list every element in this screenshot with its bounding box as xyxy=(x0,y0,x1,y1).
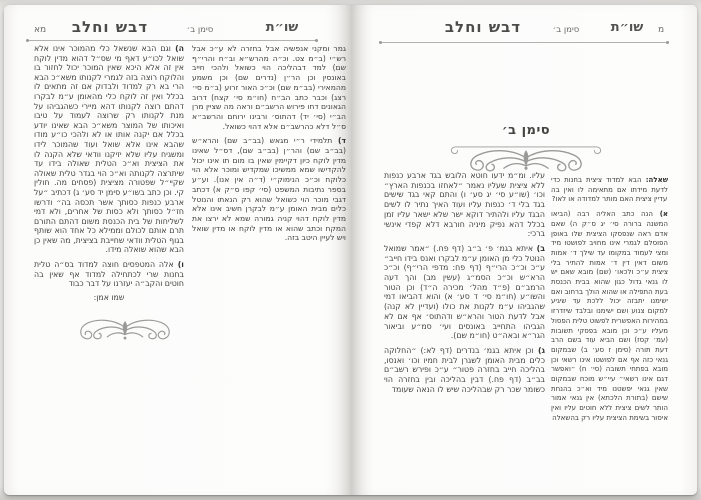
paragraph: עליו. ומ״מ ידעו חוטא הלובש בגד ארבע כנפות ללא ציצית שעליו נאמר ״לאחזו בכנפות הארץ״ וכו׳ (שו״ע סי׳ יג סע׳ ו) והתם קאי בגד שישים בגד בלי ד׳ כנפות עליו ועוד האיך נתיר לו לשים הבגד עליו ולהתיר דוקא ישר שלא ישאר עליו זמן בכלל דהא נפיק מיניה חורבא דלא קפדי אינשי ברכי: xyxy=(384,171,545,239)
paragraph: ב) איתא בגמ׳ פ׳ ב״ב (דף פח.) ״אמר שמואל הנוטל כלי מן האומן ע״מ לבקרו ואנס בידו חייב״ ע״כ וכ״כ הרי״ף (דף פח: מדפי הרי״ף) וכ״כ הרא״ש וכ״כ הסמ״ג (עשין מב) והך דעה הרמב״ם (פ״ד מהל׳ מכירה ה״ד) וכן הטור והשו״ע (חו״מ סי׳ ד סע׳ א) והוא דהביאו דמי שהגביהו ע״מ לקנות את כולו (ועדיין לא קנה) אבל לדעת הטור והרא״ש ודהתוס׳ אף אם לא הגביהו התחייב באונסים ועי׳ סמ״ע וביאור הגר״א ובאה״ט (חו״מ שם). xyxy=(384,243,545,341)
book-title: דבש וחלב xyxy=(444,18,522,36)
siman-label: סימן ב׳ xyxy=(186,25,214,35)
rule-line xyxy=(382,42,666,43)
paragraph: ג) וכן איתא בגמ׳ בנדרים (דף לא:) ״החלוקה כלים מבית האומן לשגרן לבית חמיו וכו׳ ואנסו, בהליכה חייב בחזרה פטור״ ע״כ ופירש רשב״ם בב״ב (דף פח.) דבין בהליכה ובין בחזרה הוי כשומר שכר רק שבהליכה שיש לו הנאה שעומד xyxy=(384,345,545,394)
book-title: דבש וחלב xyxy=(71,18,149,36)
page-number: מא xyxy=(34,25,47,35)
paragraph: שאלה: הבא למדוד ציצית בחנות כדי לדעת מידתו אם מתאימה לו ואין בה עדיין ציצית האם מותר למדודה או לאו? xyxy=(551,176,669,204)
end-of-siman-flourish-ornament xyxy=(66,310,184,352)
column-paragraphs xyxy=(34,44,184,289)
column-paragraphs xyxy=(551,176,668,424)
paragraph: ה) וגם הבא שנשאל כלי מהמוכר אינו אלא שואל לכו״ע דאף מי שס״ל דהוא מדין לוקח אין זה אלא היכא שאין המוכר יכול לחזור בו והלוקח רוצה בזה לגמרי לקנותו משא״כ הבא הרי בא רק למדוד ולבדוק אם זה מתאים לו בכלל ואין זה לוקח כלי מהאומן ע״מ לבקרו דהתם רוצה לקנותו דהא מיירי כשהגביהו על מנת לקנותו רק שרוצה לעמוד על טיבו ואיכותו של המוצר משא״כ הבא שאינו יודע בכלל אם יקנה אותו או לא ולהכי כו״ע מודו שהבא אינו אלא שואל ועוד שהמוכר לידו ומשגיח עליו שלא יזיקנו וודאי שלא הקנה לו את הציצית וא״כ הטלית שאולה בידו עד שיתרצה לקנותה וא״כ הוי בגדר טלית שאולה שקיי״ל שפטורה מציצית (פסחים מה. חולין קי. וכן כתב בשו״ע סימן יד סע׳ ג) דכתיב ״על ארבע כנפות כסותך אשר תכסה בה״ ודרשו חז״ל כסותך ולא כסות של אחרים, ולא דמי לשליחות של בית הכנסת משום דהתם התורם תרם אותם לכולם וממילא כל אחד הוא שותף בגוף הטלית וודאי שחייבת בציצית, מה שאין כן הבא שהוא שואלה מידו. xyxy=(34,44,185,255)
column-paragraphs xyxy=(384,171,545,394)
header-rule xyxy=(26,39,318,42)
series-title: שו״ת xyxy=(265,20,299,35)
book-spread xyxy=(4,5,697,495)
paragraph: ו) אלה המטפסים חוצה למדוד בס״ה טלית בחנות שרי לכתחילה למדוד אף שאין בה חוטים והקב״ה יעזרנו על דבר כבוד xyxy=(34,260,184,289)
header-rule xyxy=(379,41,669,44)
series-title: שו״ת xyxy=(610,20,644,35)
closing-line: שמו אמן: xyxy=(93,292,125,302)
text-column-outer xyxy=(34,44,184,302)
paragraph: א) הנה כתב האליה רבה (הביאו המשנה ברורה סי׳ יג ס״ק ה) שאם אדם ראה שנפסקו הציצית שלו באופן הפוסלם לגמרי אינו מחויב לפושטו מיד ומצי לעמוד במקומו עד שילך ד׳ אמות משום דאין דין ד׳ אמות להתיר בלי ציצית ע״כ ולכאו׳ (שם) מובא שאם יש לו גנאי גדול כגון שהוא בבית הכנסת בעת התפילה או שהוא הולך ברחוב ואם ישימנו יתבזה יכול ללכת עד שיגיע למקום צנוע ושם ישימנו ובלבד שיזדרזו במהירות האפשרית לפשוט טלית הפסול מעליו ע״כ וכן מובא בפסקי תשובות (עמ׳ קסז) ושם הביא עוד בשם הרב דעת תורה (סימן ז סע׳ ב) שבמקום גנאי כזה אף אם לפושטו אינו רשאי וכן מובא בפתחי תשובה (סי׳ ח) ״ואפשר דגם אינו רשאי״ עיי״ש מוכח שבמקום שאין גנאי יפשטנו מיד וא״כ בהנחת שישם (בתורת הלכתא) אין גנאי אמור הותר לשים ציצית ללא חוטים עליו ואין איסור בשימת הציצית עליו רק בהשאלה xyxy=(551,210,668,422)
paragraph: ד) תלמידי ר״י מגאש (בב״ב שם) והרא״ש (בב״ב שם) והר״ן (בב״ב שם), דס״ל שאינו מדין לוקח כיון דקיימין שאין בו מום תו אינו יכול להקדישו שמא ממשיכו שמקדיש ומוכר אלא הוי כלוקח וכ״כ הנימוק״י (ד״ה אין אנו). וע״ע בספר נתיבות המשפט (סי׳ קפו ס״ק א) דכתב דגבי מוכר הוי כשואל שהוא רק הנאתו והנוטל כלים מבית האומן ע״מ לבקרן חשיב אינו אלא מדין לוקח דהוי קניה גמורה שמא לא ירצו את המקח וכתב שהוא או מדין לוקח או מדין שואל ויש לעיין היטב בזה. xyxy=(192,136,346,243)
right-page[interactable] xyxy=(351,5,697,495)
rule-end-dot xyxy=(315,39,318,42)
siman-label: סימן ב׳ xyxy=(552,25,580,35)
paragraph: גמר ומקני אנפשיה אבל בחזרה לא ע״כ אבל רש״י (ב״מ צט. וכ״ה מהרש״א וב״ח והרי״ף שם) למד דבהליכה הוי כשואל ולהכי חייב באונסין וכן הר״ן (נדרים שם) וכן משמע מהמאירי (בב״מ שם) וכ״כ האור זרוע (ב״מ סי׳ רצג) וכבר כתב הב״ח (חו״מ סי׳ קצח) דרוב הגאונים דחו פירוש הרשב״ם וראה מה שציין מרן הב״י (סי׳ יד) דהתוס׳ ורבינו ירוחם והרשב״א ס״ל דלא כהרשב״ם אלא דהוי כשואל. xyxy=(192,44,346,131)
text-column-inner xyxy=(192,44,346,243)
siman-heading: סימן ב׳ xyxy=(501,123,551,138)
text-column-inner xyxy=(384,171,545,394)
column-paragraphs xyxy=(192,44,346,243)
left-page[interactable] xyxy=(4,5,351,495)
rule-end-dot xyxy=(666,41,669,44)
rule-line xyxy=(29,40,315,41)
section-flourish-ornament xyxy=(447,141,605,175)
page-number: מ xyxy=(658,25,665,35)
text-column-outer xyxy=(551,176,668,424)
